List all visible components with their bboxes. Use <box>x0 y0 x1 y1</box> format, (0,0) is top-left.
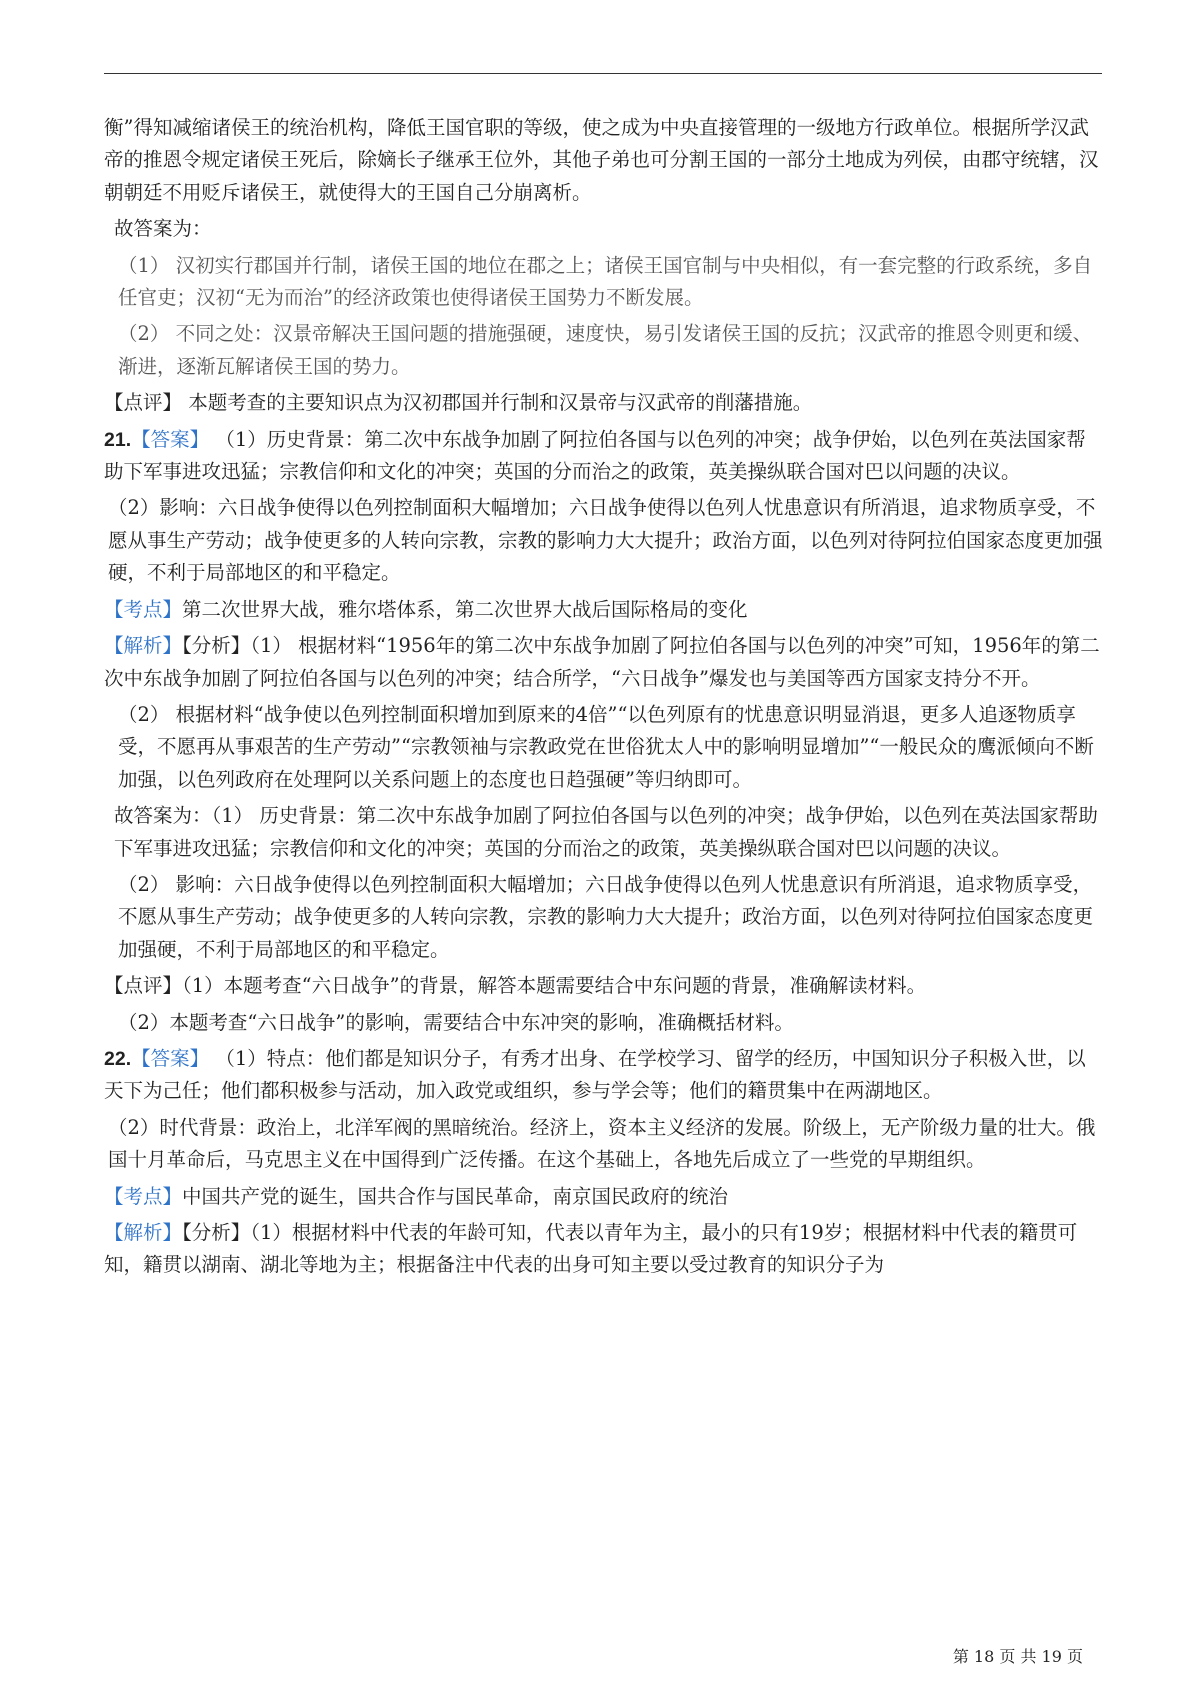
analysis <box>104 1217 1104 1282</box>
answer-tag: 【答案】 <box>131 1046 210 1070</box>
paragraph: （1） 汉初实行郡国并行制，诸侯王国的地位在郡之上；诸侯王国官制与中央相似，有一套完整的行政系统，多自任官吏；汉初“无为而治”的经济政策也使得诸侯王国势力不断发展。 <box>118 253 1093 310</box>
paragraph: 故答案为：（1） 历史背景：第二次中东战争加剧了阿拉伯各国与以色列的冲突；战争伊始，以色列在英法国家帮助下军事进攻迅猛；宗教信仰和文化的冲突；英国的分而治之的政策，英美操纵联合国对巴以问题的决议。 <box>114 804 1098 860</box>
paragraph: （2）本题考查“六日战争”的影响，需要结合中东冲突的影响，准确概括材料。 <box>118 1010 794 1034</box>
kaodian-tag: 【考点】 <box>104 597 183 621</box>
answer-tag: 【答案】 <box>131 427 210 451</box>
knowledge-point <box>104 1181 1104 1213</box>
header-rule <box>104 73 1102 74</box>
knowledge-point <box>104 594 1104 626</box>
page-footer: 第 18 页 共 19 页 <box>952 1647 1083 1666</box>
answer-text: （1）历史背景：第二次中东战争加剧了阿拉伯各国与以色列的冲突；战争伊始，以色列在英法国家帮助下军事进攻迅猛；宗教信仰和文化的冲突；英国的分而治之的政策，英美操纵联合国对巴以问题的决议。 <box>104 427 1086 484</box>
analysis <box>104 630 1104 695</box>
document-body <box>104 112 1104 1286</box>
paragraph: （2）影响：六日战争使得以色列控制面积大幅增加；六日战争使得以色列人忧患意识有所消退，追求物质享受，不愿从事生产劳动；战争使更多的人转向宗教，宗教的影响力大大提升；政治方面，以色列对待阿拉伯国家态度更加强硬，不利于局部地区的和平稳定。 <box>108 496 1103 585</box>
question-number: 21. <box>104 428 132 451</box>
paragraph: （2） 根据材料“战争使以色列控制面积增加到原来的4倍”“以色列原有的忧患意识明显消退，更多人追逐物质享受，不愿再从事艰苦的生产劳动”“宗教领袖与宗教政党在世俗犹太人中的影响明显增加”“一般民众的鹰派倾向不断加强，以色列政府在处理阿以关系问题上的态度也日趋强硬”等归纳即可。 <box>118 702 1094 791</box>
paragraph: 【点评】（1）本题考查“六日战争”的背景，解答本题需要结合中东问题的背景，准确解读材料。 <box>104 974 927 998</box>
kaodian-text: 中国共产党的诞生，国共合作与国民革命，南京国民政府的统治 <box>182 1184 729 1208</box>
paragraph: （2） 影响：六日战争使得以色列控制面积大幅增加；六日战争使得以色列人忧患意识有所消退，追求物质享受，不愿从事生产劳动；战争使更多的人转向宗教，宗教的影响力大大提升；政治方面，以色列对待阿拉伯国家态度更加强硬，不利于局部地区的和平稳定。 <box>118 872 1094 961</box>
question-22-answer <box>104 1043 1104 1108</box>
jiexi-text: 【分析】（1） 根据材料“1956年的第二次中东战争加剧了阿拉伯各国与以色列的冲突”可知，1956年的第二次中东战争加剧了阿拉伯各国与以色列的冲突；结合所学，“六日战争”爆发也与美国等西方国家支持分不开。 <box>104 634 1100 690</box>
paragraph: （2）时代背景：政治上，北洋军阀的黑暗统治。经济上，资本主义经济的发展。阶级上，无产阶级力量的壮大。俄国十月革命后，马克思主义在中国得到广泛传播。在这个基础上，各地先后成立了一些党的早期组织。 <box>108 1115 1096 1172</box>
answer-text: （1）特点：他们都是知识分子，有秀才出身、在学校学习、留学的经历，中国知识分子积极入世，以天下为己任；他们都积极参与活动，加入政党或组织，参与学会等；他们的籍贯集中在两湖地区。 <box>104 1046 1086 1103</box>
jiexi-text: 【分析】（1）根据材料中代表的年龄可知，代表以青年为主，最小的只有19岁；根据材料中代表的籍贯可知，籍贯以湖南、湖北等地为主；根据备注中代表的出身可知主要以受过教育的知识分子为 <box>104 1221 1078 1277</box>
paragraph: 【点评】 本题考查的主要知识点为汉初郡国并行制和汉景帝与汉武帝的削藩措施。 <box>104 391 813 415</box>
jiexi-tag: 【解析】 <box>104 634 183 658</box>
paragraph: 衡”得知减缩诸侯王的统治机构，降低王国官职的等级，使之成为中央直接管理的一级地方行政单位。根据所学汉武帝的推恩令规定诸侯王死后，除嫡长子继承王位外，其他子弟也可分割王国的一部分土地成为列侯，由郡守统辖，汉朝朝廷不用贬斥诸侯王，就使得大的王国自己分崩离析。 <box>104 116 1099 204</box>
paragraph: （2） 不同之处：汉景帝解决王国问题的措施强硬，速度快，易引发诸侯王国的反抗；汉武帝的推恩令则更和缓、渐进，逐渐瓦解诸侯王国的势力。 <box>118 322 1093 378</box>
question-21-answer <box>104 424 1104 489</box>
kaodian-tag: 【考点】 <box>104 1184 183 1208</box>
question-number: 22. <box>104 1047 132 1070</box>
paragraph: 故答案为： <box>114 217 212 241</box>
jiexi-tag: 【解析】 <box>104 1221 183 1244</box>
kaodian-text: 第二次世界大战，雅尔塔体系，第二次世界大战后国际格局的变化 <box>182 597 748 621</box>
